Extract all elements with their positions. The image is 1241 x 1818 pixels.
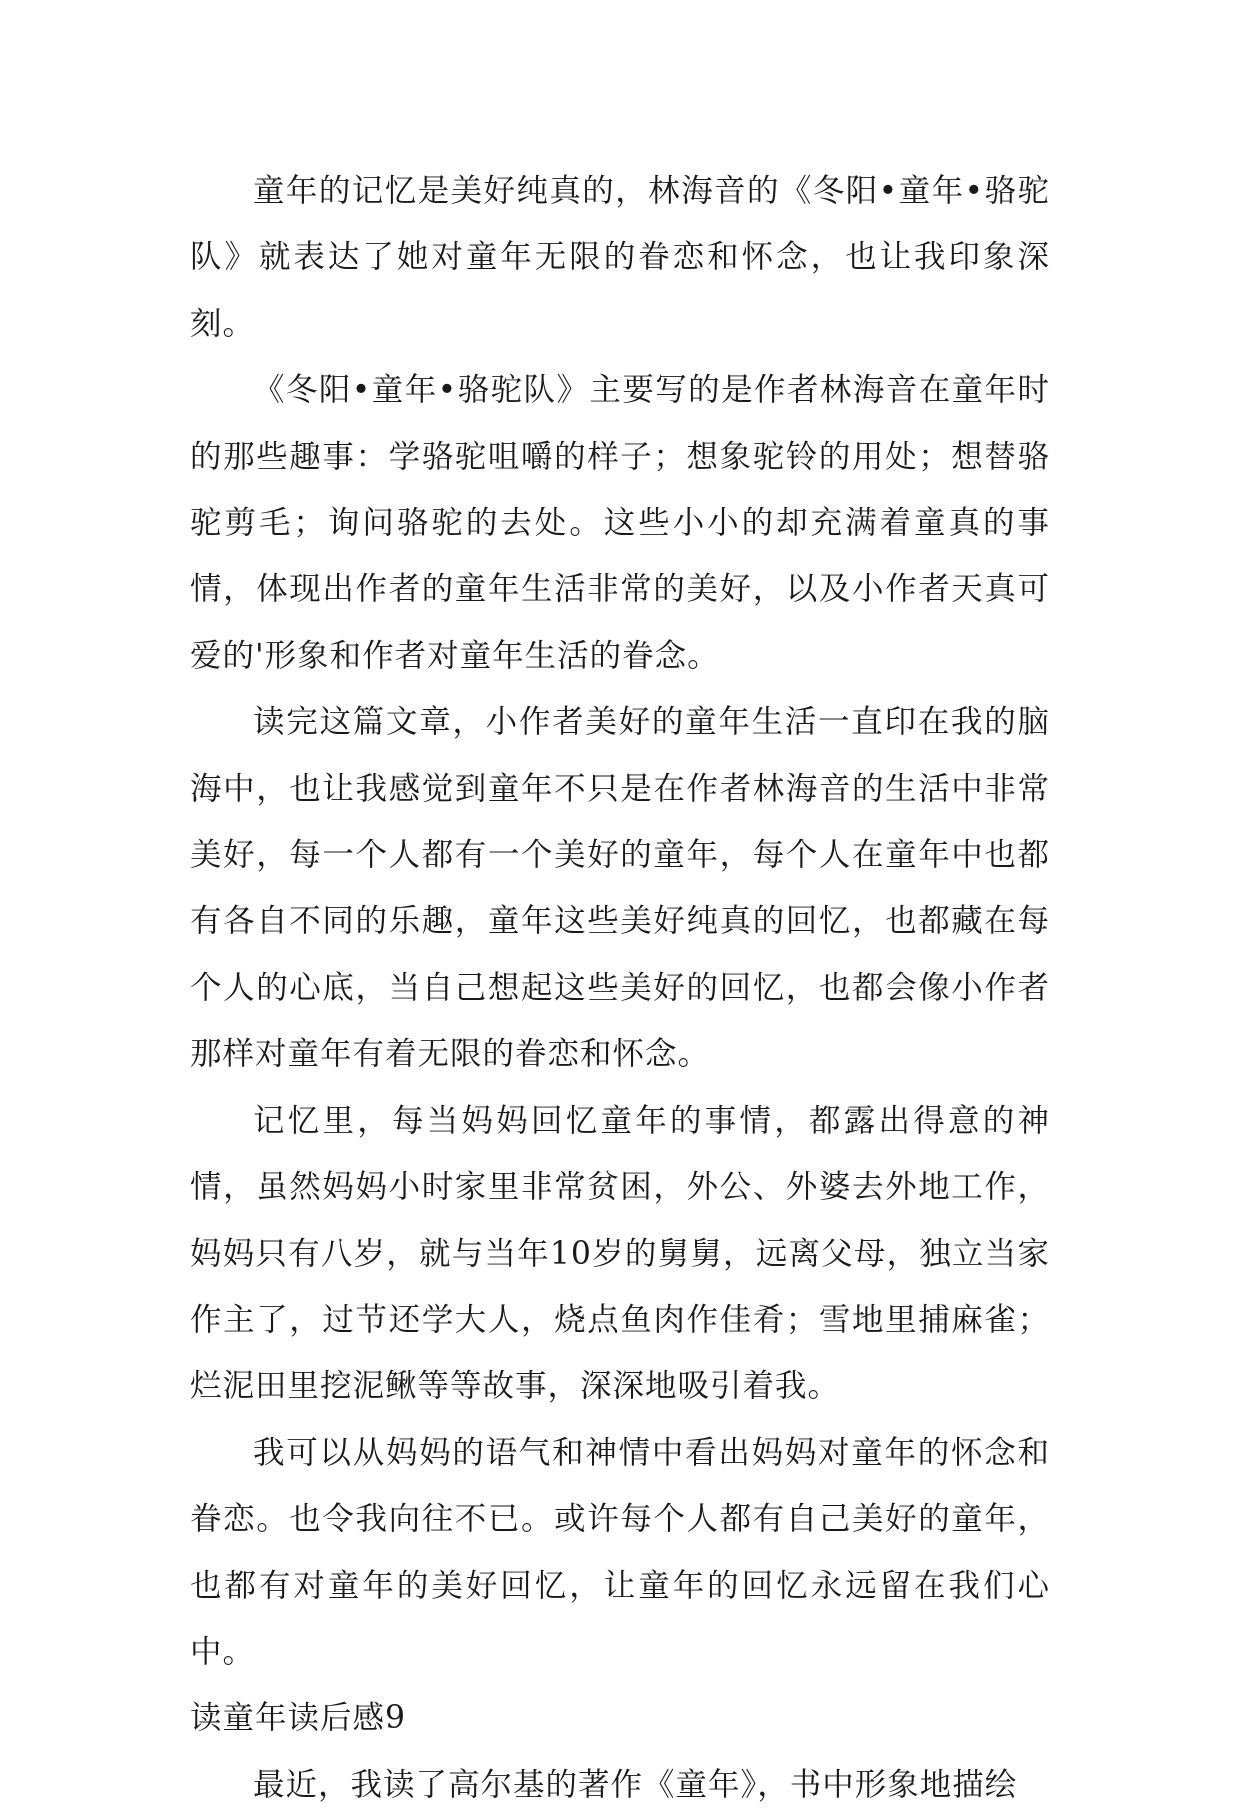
document-body bbox=[190, 158, 1050, 1818]
paragraph-5: 我可以从妈妈的语气和神情中看出妈妈对童年的怀念和眷恋。也令我向往不已。或许每个人都有自己美好的童年，也都有对童年的美好回忆，让童年的回忆永远留在我们心中。 bbox=[190, 1434, 1050, 1670]
paragraph-2: 《冬阳•童年•骆驼队》主要写的是作者林海音在童年时的那些趣事：学骆驼咀嚼的样子；想象驼铃的用处；想替骆驼剪毛；询问骆驼的去处。这些小小的却充满着童真的事情，体现出作者的童年生活非常的美好，以及小作者天真可爱的'形象和作者对童年生活的眷念。 bbox=[190, 372, 1050, 674]
section-heading: 读童年读后感9 bbox=[190, 1700, 407, 1737]
paragraph-1: 童年的记忆是美好纯真的，林海音的《冬阳•童年•骆驼队》就表达了她对童年无限的眷恋和怀念，也让我印象深刻。 bbox=[190, 173, 1050, 342]
paragraph-3: 读完这篇文章，小作者美好的童年生活一直印在我的脑海中，也让我感觉到童年不只是在作者林海音的生活中非常美好，每一个人都有一个美好的童年，每个人在童年中也都有各自不同的乐趣，童年这些美好纯真的回忆，也都藏在每个人的心底，当自己想起这些美好的回忆，也都会像小作者那样对童年有着无限的眷恋和怀念。 bbox=[190, 704, 1050, 1073]
paragraph-6: 最近，我读了高尔基的著作《童年》，书中形象地描绘 bbox=[253, 1766, 1018, 1803]
paragraph-4: 记忆里，每当妈妈回忆童年的事情，都露出得意的神情，虽然妈妈小时家里非常贫困，外公、外婆去外地工作，妈妈只有八岁，就与当年10岁的舅舅，远离父母，独立当家作主了，过节还学大人，烧点鱼肉作佳肴；雪地里捕麻雀；烂泥田里挖泥鳅等等故事，深深地吸引着我。 bbox=[190, 1102, 1050, 1405]
